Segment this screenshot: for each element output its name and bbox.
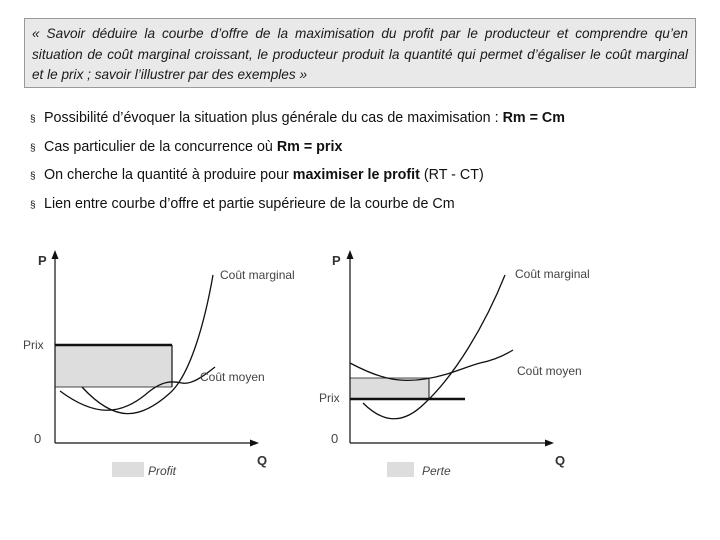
bullet-item xyxy=(30,108,690,137)
marginal-cost-label: Coût marginal xyxy=(515,267,590,281)
y-axis-label: P xyxy=(38,253,47,268)
bullet-text-end: (RT - CT) xyxy=(419,167,484,183)
x-axis-label: Q xyxy=(257,453,268,468)
bullet-marker: § xyxy=(30,142,36,154)
legend-label: Profit xyxy=(148,464,177,478)
average-cost-label: Coût moyen xyxy=(200,370,265,384)
profit-graph xyxy=(20,245,300,495)
bullet-bold: Rm = prix xyxy=(276,138,343,155)
y-axis-arrow-icon xyxy=(347,250,354,259)
legend-swatch xyxy=(387,462,414,477)
origin-label: 0 xyxy=(331,431,339,446)
bullet-marker: § xyxy=(30,171,36,182)
price-label: Prix xyxy=(319,391,340,405)
bullet-text: On cherche la quantité à produire pour xyxy=(44,167,293,183)
bullet-list xyxy=(30,108,690,222)
bullet-bold: Rm = Cm xyxy=(502,110,565,126)
bullet-text: Lien entre courbe d’offre et partie supérieure de la courbe de Cm xyxy=(44,195,455,212)
bullet-item xyxy=(30,194,690,223)
bullet-item xyxy=(30,165,690,194)
y-axis-arrow-icon xyxy=(52,250,59,259)
x-axis-arrow-icon xyxy=(545,440,554,447)
average-cost-label: Coût moyen xyxy=(517,364,582,378)
bullet-text: Possibilité d’évoquer la situation plus générale du cas de maximisation : xyxy=(44,110,503,126)
legend-label: Perte xyxy=(422,464,451,478)
bullet-item xyxy=(30,137,690,166)
legend-swatch xyxy=(112,462,144,477)
y-axis-label: P xyxy=(332,253,341,268)
bullet-text: Cas particulier de la concurrence où xyxy=(44,138,277,155)
objective-quote-text: « Savoir déduire la courbe d’offre de la maximisation du profit par le producteur et comprendre qu’en situation de coût marginal croissant, le producteur produit la quantité qui permet d’égaliser le coût marginal et le prix ; savoir l’illustrer par des exemples » xyxy=(32,26,688,82)
loss-area xyxy=(350,378,429,399)
origin-label: 0 xyxy=(34,431,42,446)
bullet-marker: § xyxy=(30,114,36,125)
x-axis-label: Q xyxy=(555,453,566,468)
average-cost-curve xyxy=(350,350,513,380)
objective-quote-box xyxy=(24,18,696,88)
profit-area xyxy=(55,345,172,387)
price-label: Prix xyxy=(23,338,44,352)
loss-graph xyxy=(315,245,595,495)
x-axis-arrow-icon xyxy=(250,440,259,447)
marginal-cost-label: Coût marginal xyxy=(220,268,295,282)
bullet-marker: § xyxy=(30,199,36,211)
bullet-bold: maximiser le profit xyxy=(292,167,420,183)
